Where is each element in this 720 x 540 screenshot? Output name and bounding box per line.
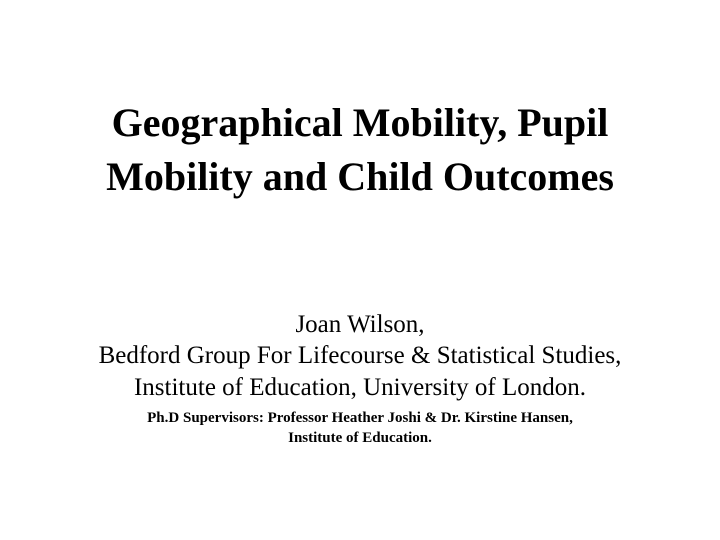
author-affiliation-group: Bedford Group For Lifecourse & Statistical Studies, bbox=[98, 342, 622, 369]
supervisors-line: Ph.D Supervisors: Professor Heather Joshi & Dr. Kirstine Hansen, bbox=[147, 410, 573, 426]
slide-title-line-2: Mobility and Child Outcomes bbox=[106, 154, 614, 199]
supervisors-institute: Institute of Education. bbox=[288, 430, 432, 446]
author-name: Joan Wilson, bbox=[295, 311, 425, 338]
author-affiliation-institute: Institute of Education, University of London. bbox=[133, 374, 586, 401]
slide-title-line-1: Geographical Mobility, Pupil bbox=[111, 100, 609, 145]
